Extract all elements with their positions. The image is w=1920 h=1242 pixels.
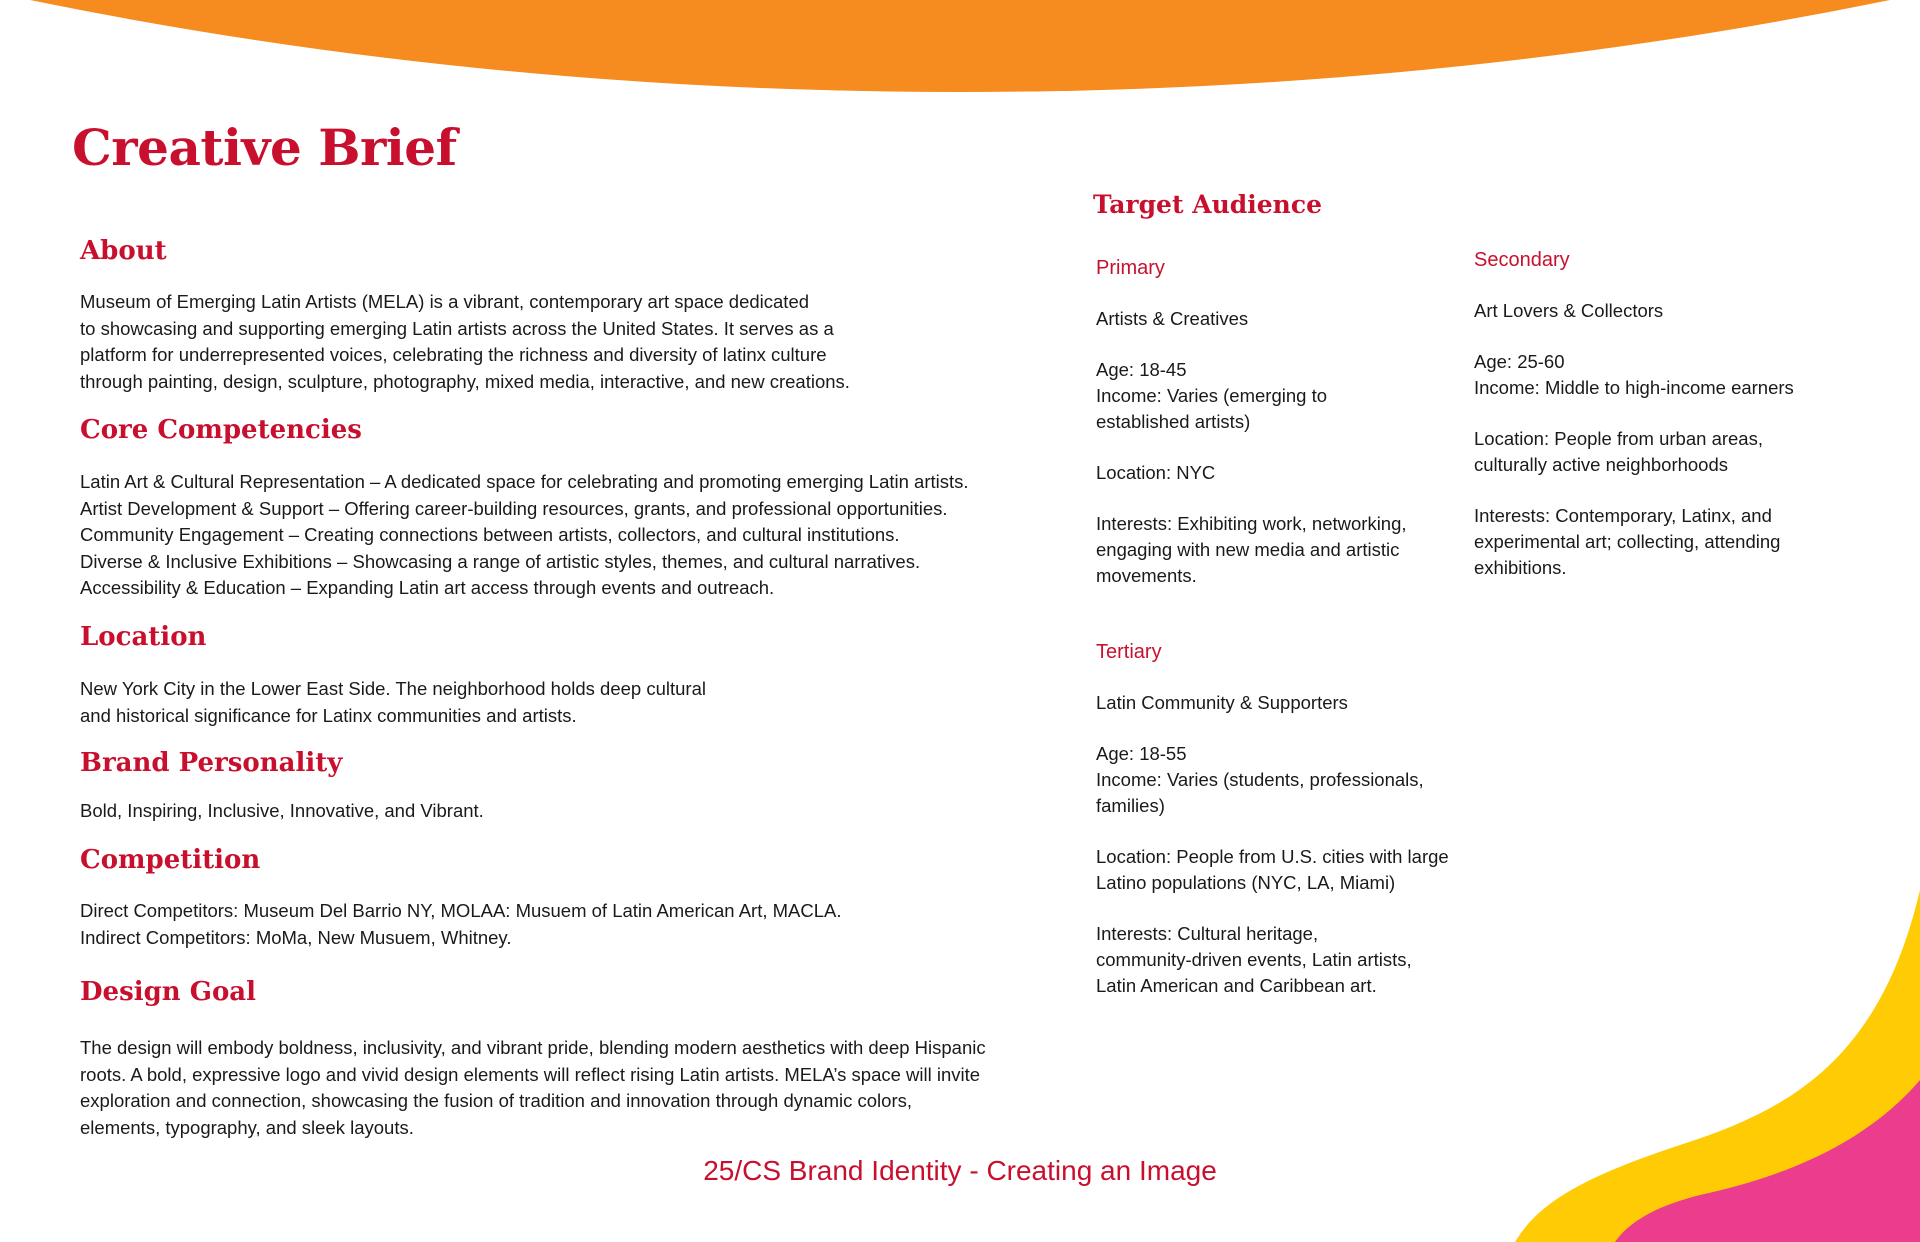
location-text (80, 676, 980, 729)
competition-line: Indirect Competitors: MoMa, New Musuem, Whitney. (80, 926, 512, 948)
tertiary-block (1096, 690, 1476, 999)
competition-line: Direct Competitors: Museum Del Barrio NY, MOLAA: Musuem of Latin American Art, MACLA. (80, 900, 842, 921)
primary-interests: engaging with new media and artistic (1096, 539, 1400, 560)
personality-text (80, 798, 980, 825)
about-text (80, 289, 980, 395)
goal-text (80, 1035, 1040, 1141)
location-line: New York City in the Lower East Side. The neighborhood holds deep cultural (80, 678, 706, 699)
orange-top-band (30, 0, 1890, 92)
page-footer: 25/CS Brand Identity - Creating an Image (703, 1155, 1217, 1186)
tertiary-location: Location: People from U.S. cities with large (1096, 846, 1449, 867)
personality-line: Bold, Inspiring, Inclusive, Innovative, and Vibrant. (80, 800, 484, 821)
about-line: through painting, design, sculpture, photography, mixed media, interactive, and new creations. (80, 370, 850, 392)
tertiary-group: Latin Community & Supporters (1096, 692, 1348, 713)
secondary-age: Age: 25-60 (1474, 351, 1565, 372)
about-line: Museum of Emerging Latin Artists (MELA) is a vibrant, contemporary art space dedicated (80, 291, 810, 312)
about-heading: About (80, 236, 167, 266)
audience-heading: Target Audience (1093, 190, 1322, 219)
primary-block (1096, 306, 1456, 589)
secondary-group: Art Lovers & Collectors (1474, 300, 1664, 321)
secondary-location: Location: People from urban areas, (1474, 428, 1763, 449)
competency-item: Accessibility & Education – Expanding Latin art access through events and outreach. (80, 577, 775, 598)
location-heading: Location (80, 622, 207, 652)
secondary-label: Secondary (1474, 249, 1570, 271)
primary-income: established artists) (1096, 411, 1251, 432)
competition-heading: Competition (80, 845, 261, 875)
tertiary-age: Age: 18-55 (1096, 743, 1187, 764)
tertiary-interests: Interests: Cultural heritage, (1096, 923, 1319, 944)
competency-item: Latin Art & Cultural Representation – A dedicated space for celebrating and promoting emerging Latin artists. (80, 471, 969, 492)
tertiary-income: Income: Varies (students, professionals, (1096, 769, 1424, 790)
goal-line: elements, typography, and sleek layouts. (80, 1116, 414, 1138)
secondary-interests: experimental art; collecting, attending (1474, 531, 1781, 552)
competency-item: Artist Development & Support – Offering career-building resources, grants, and professional opportunities. (80, 497, 948, 519)
secondary-interests: exhibitions. (1474, 557, 1567, 578)
location-line: and historical significance for Latinx communities and artists. (80, 704, 577, 726)
tertiary-interests: Latin American and Caribbean art. (1096, 975, 1377, 996)
competency-item: Diverse & Inclusive Exhibitions – Showcasing a range of artistic styles, themes, and cultural narratives. (80, 550, 921, 572)
about-line: to showcasing and supporting emerging Latin artists across the United States. It serves as a (80, 317, 834, 339)
secondary-income: Income: Middle to high-income earners (1474, 377, 1794, 398)
competition-text (80, 898, 980, 951)
competencies-heading: Core Competencies (80, 415, 362, 445)
secondary-location: culturally active neighborhoods (1474, 454, 1729, 475)
goal-heading: Design Goal (80, 977, 257, 1007)
secondary-block (1474, 298, 1874, 581)
primary-interests: movements. (1096, 565, 1197, 586)
goal-line: exploration and connection, showcasing the fusion of tradition and innovation through dynamic colors, (80, 1090, 912, 1111)
competencies-list (80, 469, 1040, 602)
primary-age: Age: 18-45 (1096, 359, 1187, 380)
tertiary-label: Tertiary (1096, 641, 1162, 663)
primary-group: Artists & Creatives (1096, 308, 1249, 329)
primary-income: Income: Varies (emerging to (1096, 385, 1328, 406)
primary-label: Primary (1096, 257, 1165, 279)
primary-interests: Interests: Exhibiting work, networking, (1096, 513, 1407, 534)
tertiary-income: families) (1096, 795, 1165, 816)
secondary-interests: Interests: Contemporary, Latinx, and (1474, 505, 1772, 526)
about-line: platform for underrepresented voices, celebrating the richness and diversity of latinx culture (80, 344, 827, 365)
primary-location: Location: NYC (1096, 462, 1216, 483)
goal-line: roots. A bold, expressive logo and vivid design elements will reflect rising Latin artists. MELA’s space will invite (80, 1063, 981, 1085)
personality-heading: Brand Personality (80, 748, 343, 778)
tertiary-interests: community-driven events, Latin artists, (1096, 949, 1412, 970)
competency-item: Community Engagement – Creating connections between artists, collectors, and cultural institutions. (80, 524, 900, 545)
page-title: Creative Brief (72, 118, 457, 177)
goal-line: The design will embody boldness, inclusivity, and vibrant pride, blending modern aesthetics with deep Hispanic (80, 1037, 986, 1058)
tertiary-location: Latino populations (NYC, LA, Miami) (1096, 872, 1396, 893)
